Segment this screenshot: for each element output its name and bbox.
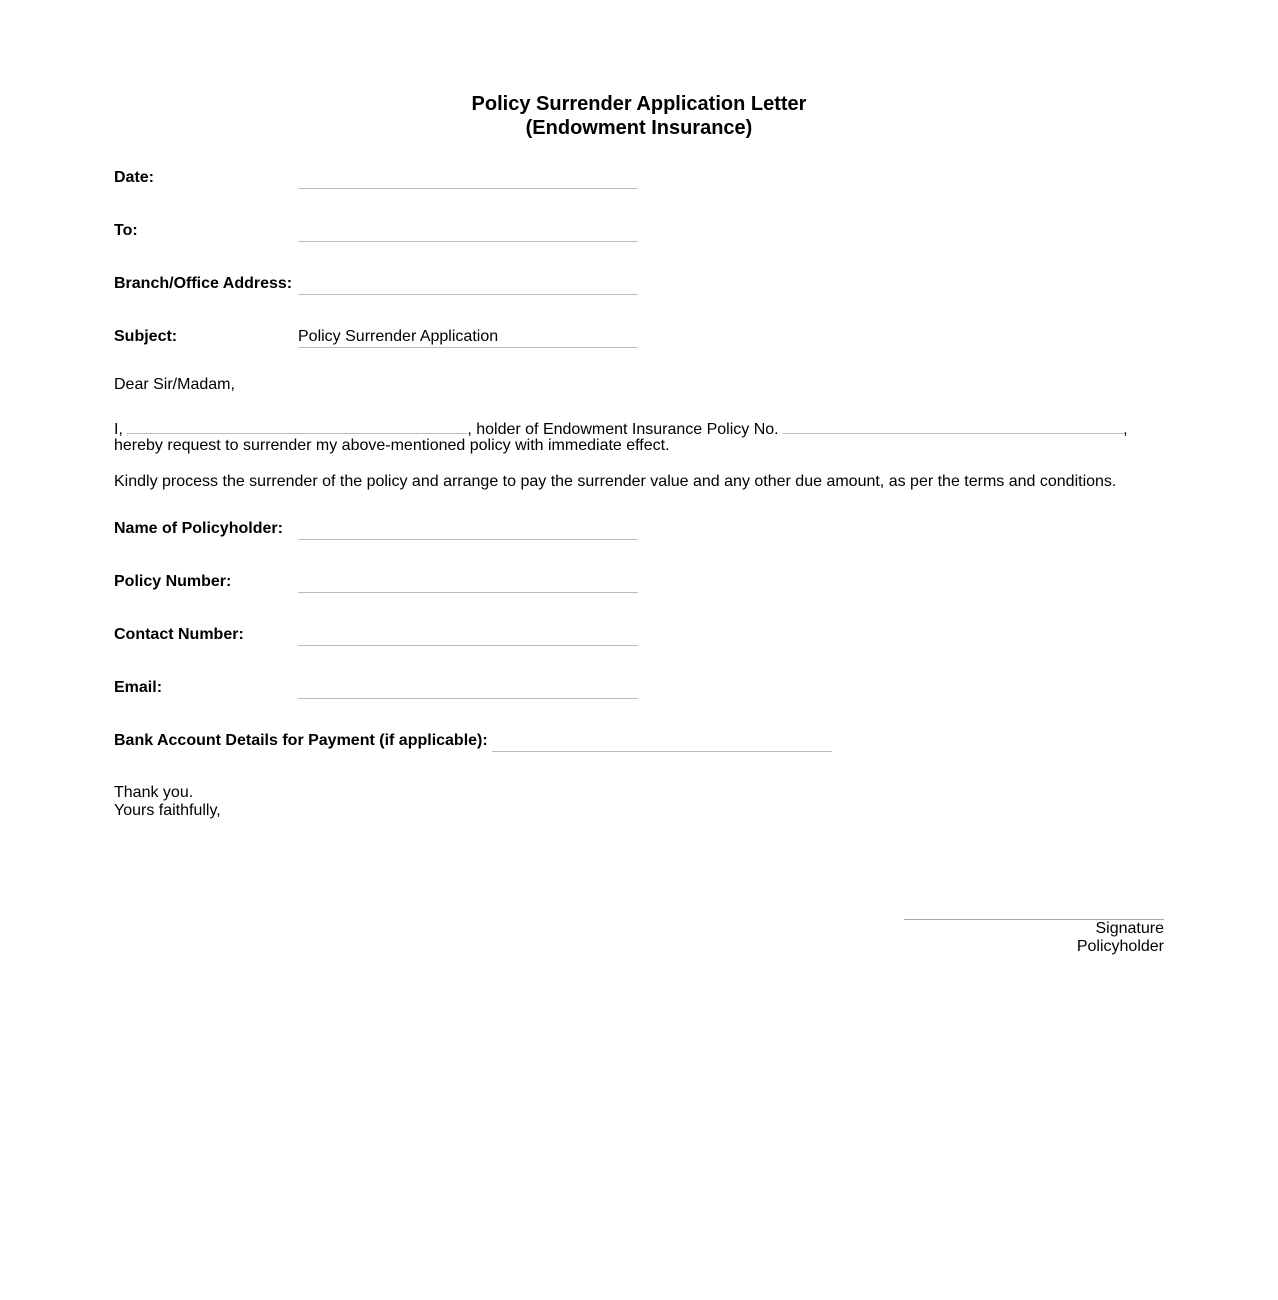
policy-number-field[interactable] [298,572,638,593]
subject-field[interactable]: Policy Surrender Application [298,327,638,348]
bank-details-field[interactable] [492,731,832,752]
salutation: Dear Sir/Madam, [114,376,235,393]
contact-number-label: Contact Number: [114,626,244,643]
subject-label: Subject: [114,328,178,345]
policy-number-blank[interactable] [783,419,1123,434]
to-field[interactable] [298,221,638,242]
signature-block [904,919,1164,956]
date-field[interactable] [298,168,638,189]
policy-number-label: Policy Number: [114,573,232,590]
document-title [114,92,1164,140]
para1-suffix: , [1123,421,1128,438]
bank-details-label: Bank Account Details for Payment (if applicable): [114,732,488,749]
policyholder-name-label: Name of Policyholder: [114,520,283,537]
process-paragraph: Kindly process the surrender of the policy and arrange to pay the surrender value and any other due amount, as per the terms and conditions. [114,473,1117,490]
date-label: Date: [114,169,155,186]
request-paragraph-line-1 [114,419,1128,439]
branch-address-label: Branch/Office Address: [114,275,293,292]
para1-prefix: I, [114,421,123,438]
title-line-1: Policy Surrender Application Letter [471,93,807,115]
branch-address-field[interactable] [298,274,638,295]
email-field[interactable] [298,678,638,699]
policyholder-name-blank[interactable] [127,419,467,434]
policyholder-label: Policyholder [1076,938,1164,955]
signature-label: Signature [1095,920,1164,937]
title-line-2: (Endowment Insurance) [525,117,753,139]
thanks-text: Thank you. [114,784,194,801]
email-label: Email: [114,679,163,696]
request-paragraph-line-2: hereby request to surrender my above-mentioned policy with immediate effect. [114,437,670,454]
sign-off-text: Yours faithfully, [114,802,221,819]
to-label: To: [114,222,138,239]
policyholder-name-field[interactable] [298,519,638,540]
para1-middle: , holder of Endowment Insurance Policy No. [467,421,779,438]
contact-number-field[interactable] [298,625,638,646]
